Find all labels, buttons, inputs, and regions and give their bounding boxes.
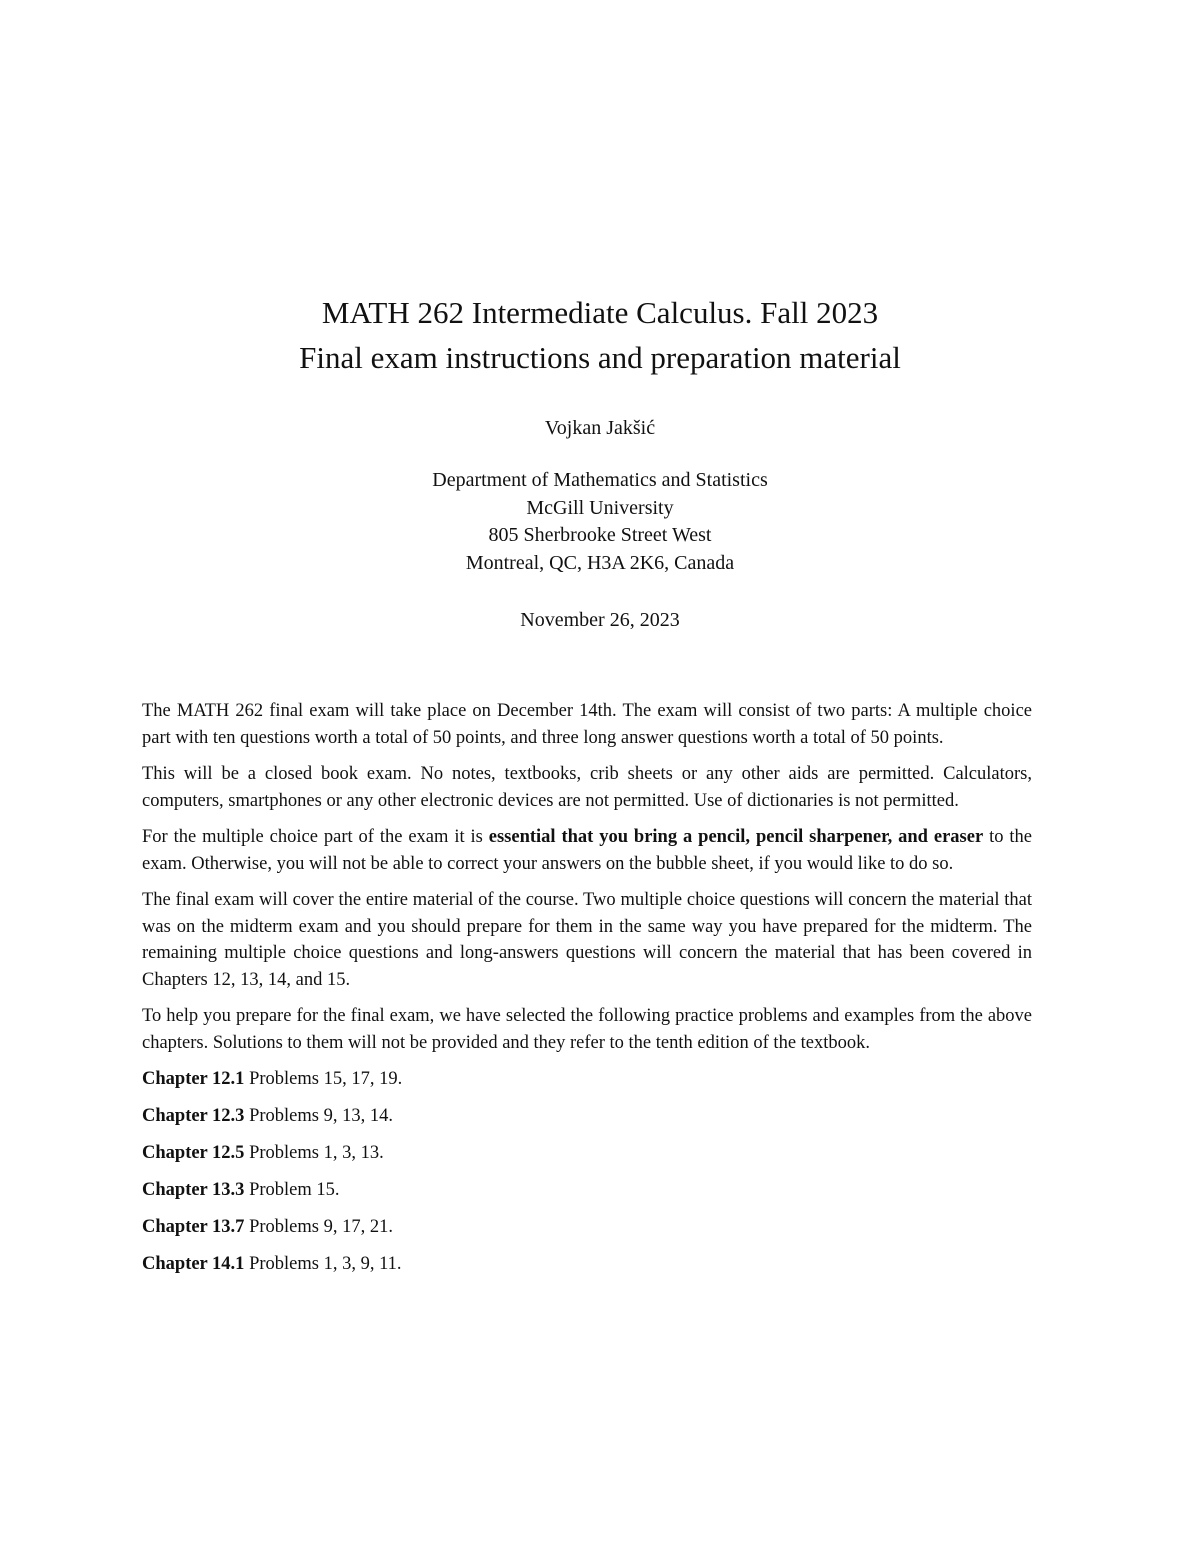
- document-title-line-1: MATH 262 Intermediate Calculus. Fall 2023: [321, 295, 879, 330]
- chapter-item: [142, 1214, 1032, 1241]
- paragraph-pencil-pre: For the multiple choice part of the exam it is: [142, 827, 489, 847]
- chapter-item: [142, 1140, 1032, 1167]
- chapter-label: Chapter 12.1: [142, 1069, 245, 1089]
- chapter-problems: Problems 9, 13, 14.: [244, 1106, 393, 1126]
- affiliation-block: [0, 467, 1200, 577]
- affiliation-university: McGill University: [526, 496, 674, 519]
- affiliation-city: Montreal, QC, H3A 2K6, Canada: [465, 551, 735, 574]
- paragraph-coverage: The final exam will cover the entire material of the course. Two multiple choice questions will concern the material that was on the midterm exam and you should prepare for them in the same way you have prepared for the midterm. The remaining multiple choice questions and long-answers questions will concern the material that has been covered in Chapters 12, 13, 14, and 15.: [142, 890, 1032, 990]
- chapter-label: Chapter 12.3: [142, 1106, 245, 1126]
- chapter-problems: Problems 9, 17, 21.: [244, 1217, 393, 1237]
- chapter-problems: Problem 15.: [244, 1180, 340, 1200]
- author-name: Vojkan Jakšić: [544, 417, 656, 439]
- chapter-label: Chapter 12.5: [142, 1143, 245, 1163]
- chapter-problems: Problems 1, 3, 9, 11.: [244, 1254, 402, 1274]
- chapter-item: [142, 1251, 1032, 1278]
- paragraph-pencil: [142, 824, 1032, 877]
- chapter-problems: Problems 15, 17, 19.: [244, 1069, 403, 1089]
- document-body: [142, 698, 1032, 1288]
- chapter-label: Chapter 14.1: [142, 1254, 245, 1274]
- title-block: [0, 290, 1200, 380]
- document-date: November 26, 2023: [520, 609, 680, 631]
- paragraph-pencil-bold: essential that you bring a pencil, pencil sharpener, and eraser: [488, 827, 984, 847]
- chapter-item: [142, 1177, 1032, 1204]
- chapter-label: Chapter 13.7: [142, 1217, 245, 1237]
- paragraph-exam-date: The MATH 262 final exam will take place on December 14th. The exam will consist of two parts: A multiple choice part with ten questions worth a total of 50 points, and three long answer questions worth a total of 50 points.: [142, 701, 1032, 748]
- paragraph-closed-book: This will be a closed book exam. No notes, textbooks, crib sheets or any other aids are permitted. Calculators, computers, smartphones or any other electronic devices are not permitted. Use of dictionaries is not permitted.: [142, 764, 1032, 811]
- chapter-problems: Problems 1, 3, 13.: [244, 1143, 384, 1163]
- affiliation-department: Department of Mathematics and Statistics: [432, 469, 768, 491]
- paragraph-practice: To help you prepare for the final exam, we have selected the following practice problems and examples from the above chapters. Solutions to them will not be provided and they refer to the tenth edition of the textbook.: [142, 1006, 1032, 1053]
- chapter-item: [142, 1066, 1032, 1093]
- chapter-item: [142, 1103, 1032, 1130]
- paragraph-pencil-post: to the exam. Otherwise, you will not be able to correct your answers on the bubble sheet, if you would like to do so.: [142, 827, 1032, 874]
- affiliation-street: 805 Sherbrooke Street West: [488, 524, 712, 546]
- chapter-label: Chapter 13.3: [142, 1180, 245, 1200]
- document-title-line-2: Final exam instructions and preparation material: [299, 340, 901, 375]
